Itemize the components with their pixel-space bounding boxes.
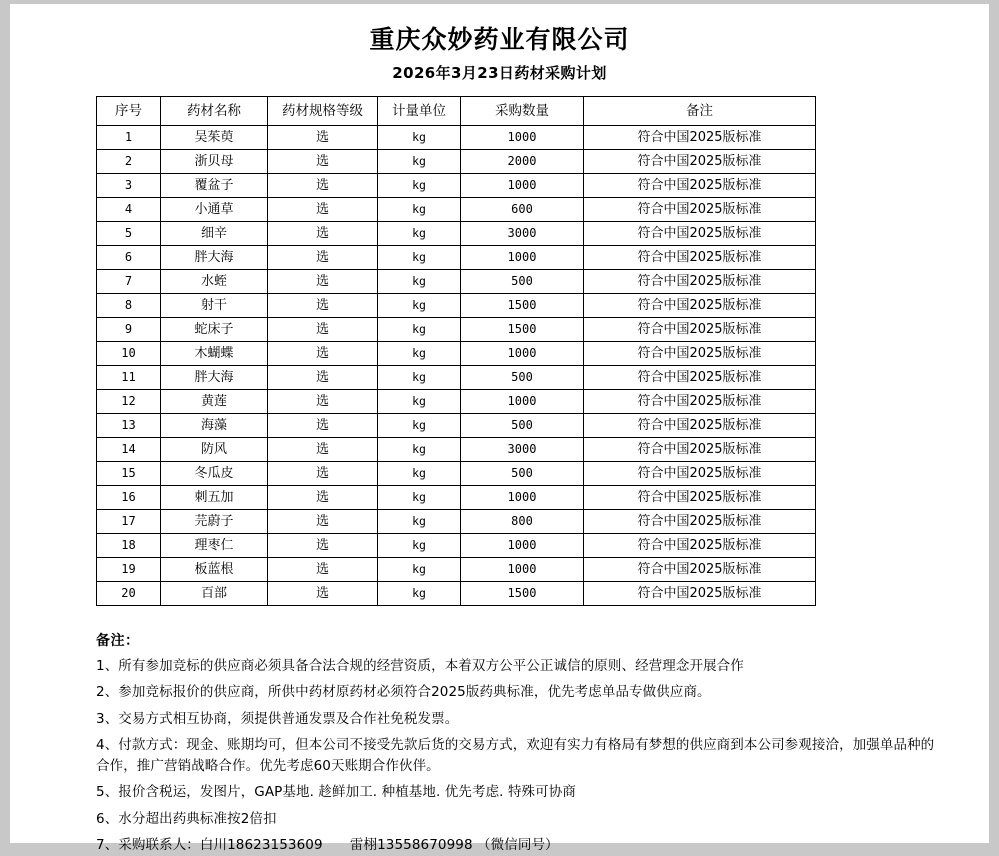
table-cell-unit: kg — [378, 365, 461, 389]
table-cell-index: 7 — [97, 269, 161, 293]
table-row — [97, 197, 816, 221]
table-cell-name: 海藻 — [161, 413, 268, 437]
table-cell-name: 胖大海 — [161, 365, 268, 389]
table-cell-spec: 选 — [268, 173, 378, 197]
table-cell-quantity: 3000 — [461, 221, 584, 245]
table-cell-unit: kg — [378, 197, 461, 221]
table-cell-remark: 符合中国2025版标准 — [584, 437, 816, 461]
table-cell-quantity: 1500 — [461, 581, 584, 605]
table-cell-index: 6 — [97, 245, 161, 269]
table-cell-remark: 符合中国2025版标准 — [584, 317, 816, 341]
table-cell-unit: kg — [378, 149, 461, 173]
table-cell-quantity: 500 — [461, 413, 584, 437]
table-cell-index: 2 — [97, 149, 161, 173]
table-cell-index: 12 — [97, 389, 161, 413]
table-cell-index: 3 — [97, 173, 161, 197]
note-item: 1、所有参加竞标的供应商必须具备合法合规的经营资质，本着双方公平公正诚信的原则、经营理念开展合作 — [96, 657, 744, 674]
procurement-table — [96, 96, 816, 606]
table-cell-quantity: 1500 — [461, 293, 584, 317]
table-cell-remark: 符合中国2025版标准 — [584, 221, 816, 245]
table-cell-remark: 符合中国2025版标准 — [584, 269, 816, 293]
table-cell-unit: kg — [378, 125, 461, 149]
column-header-name: 药材名称 — [161, 96, 268, 125]
table-row — [97, 533, 816, 557]
table-cell-remark: 符合中国2025版标准 — [584, 149, 816, 173]
table-row — [97, 341, 816, 365]
table-cell-remark: 符合中国2025版标准 — [584, 485, 816, 509]
table-cell-remark: 符合中国2025版标准 — [584, 389, 816, 413]
table-cell-unit: kg — [378, 293, 461, 317]
table-cell-unit: kg — [378, 269, 461, 293]
table-cell-name: 黄莲 — [161, 389, 268, 413]
table-row — [97, 317, 816, 341]
table-cell-name: 射干 — [161, 293, 268, 317]
table-cell-index: 15 — [97, 461, 161, 485]
table-cell-unit: kg — [378, 221, 461, 245]
column-header-quantity: 采购数量 — [461, 96, 584, 125]
table-cell-quantity: 2000 — [461, 149, 584, 173]
column-header-spec: 药材规格等级 — [268, 96, 378, 125]
table-cell-name: 防风 — [161, 437, 268, 461]
notes-section — [10, 606, 936, 856]
table-cell-quantity: 1000 — [461, 533, 584, 557]
table-cell-spec: 选 — [268, 197, 378, 221]
note-item: 7、采购联系人：白川18623153609 雷栩13558670998 （微信同号） — [96, 837, 559, 854]
table-cell-quantity: 600 — [461, 197, 584, 221]
table-cell-remark: 符合中国2025版标准 — [584, 413, 816, 437]
table-cell-spec: 选 — [268, 485, 378, 509]
table-cell-unit: kg — [378, 461, 461, 485]
table-cell-remark: 符合中国2025版标准 — [584, 197, 816, 221]
table-cell-quantity: 1000 — [461, 245, 584, 269]
table-cell-name: 覆盆子 — [161, 173, 268, 197]
table-cell-quantity: 1000 — [461, 341, 584, 365]
table-cell-index: 20 — [97, 581, 161, 605]
table-cell-remark: 符合中国2025版标准 — [584, 581, 816, 605]
table-cell-quantity: 3000 — [461, 437, 584, 461]
table-cell-spec: 选 — [268, 581, 378, 605]
table-cell-unit: kg — [378, 389, 461, 413]
table-cell-name: 冬瓜皮 — [161, 461, 268, 485]
notes-list — [96, 656, 936, 856]
table-cell-unit: kg — [378, 341, 461, 365]
document-sheet — [10, 4, 989, 854]
plan-subtitle: 2026年3月23日药材采购计划 — [392, 63, 607, 82]
table-cell-index: 11 — [97, 365, 161, 389]
table-cell-quantity: 1500 — [461, 317, 584, 341]
table-cell-name: 吴茱萸 — [161, 125, 268, 149]
table-cell-spec: 选 — [268, 389, 378, 413]
table-row — [97, 245, 816, 269]
table-cell-name: 浙贝母 — [161, 149, 268, 173]
table-cell-index: 13 — [97, 413, 161, 437]
table-cell-name: 木蝴蝶 — [161, 341, 268, 365]
table-cell-spec: 选 — [268, 413, 378, 437]
table-cell-unit: kg — [378, 173, 461, 197]
table-cell-name: 刺五加 — [161, 485, 268, 509]
table-row — [97, 389, 816, 413]
table-body — [97, 125, 816, 605]
table-cell-quantity: 1000 — [461, 485, 584, 509]
table-cell-quantity: 1000 — [461, 173, 584, 197]
table-row — [97, 149, 816, 173]
column-header-unit: 计量单位 — [378, 96, 461, 125]
table-cell-spec: 选 — [268, 293, 378, 317]
note-item: 4、付款方式：现金、账期均可，但本公司不接受先款后货的交易方式，欢迎有实力有格局有梦想的供应商到本公司参观接洽，加强单品种的合作，推广营销战略合作。优先考虑60天账期合作伙伴。 — [96, 737, 935, 774]
table-cell-spec: 选 — [268, 533, 378, 557]
table-cell-spec: 选 — [268, 149, 378, 173]
table-row — [97, 509, 816, 533]
table-cell-name: 蛇床子 — [161, 317, 268, 341]
table-cell-remark: 符合中国2025版标准 — [584, 245, 816, 269]
table-cell-remark: 符合中国2025版标准 — [584, 173, 816, 197]
table-row — [97, 269, 816, 293]
table-cell-spec: 选 — [268, 269, 378, 293]
table-cell-remark: 符合中国2025版标准 — [584, 557, 816, 581]
table-cell-unit: kg — [378, 245, 461, 269]
table-cell-index: 17 — [97, 509, 161, 533]
table-cell-quantity: 1000 — [461, 125, 584, 149]
table-row — [97, 437, 816, 461]
table-cell-name: 理枣仁 — [161, 533, 268, 557]
table-cell-index: 16 — [97, 485, 161, 509]
table-cell-spec: 选 — [268, 125, 378, 149]
table-row — [97, 557, 816, 581]
table-cell-index: 14 — [97, 437, 161, 461]
table-cell-quantity: 1000 — [461, 557, 584, 581]
table-cell-spec: 选 — [268, 461, 378, 485]
table-cell-spec: 选 — [268, 341, 378, 365]
table-cell-name: 芫蔚子 — [161, 509, 268, 533]
table-cell-index: 1 — [97, 125, 161, 149]
note-item: 5、报价含税运，发图片，GAP基地. 趁鲜加工. 种植基地. 优先考虑. 特殊可协商 — [96, 784, 576, 801]
table-cell-name: 水蛭 — [161, 269, 268, 293]
table-cell-remark: 符合中国2025版标准 — [584, 509, 816, 533]
table-cell-name: 小通草 — [161, 197, 268, 221]
table-row — [97, 221, 816, 245]
table-row — [97, 173, 816, 197]
table-cell-spec: 选 — [268, 221, 378, 245]
table-cell-remark: 符合中国2025版标准 — [584, 461, 816, 485]
table-cell-unit: kg — [378, 581, 461, 605]
table-cell-remark: 符合中国2025版标准 — [584, 293, 816, 317]
table-cell-index: 4 — [97, 197, 161, 221]
table-cell-remark: 符合中国2025版标准 — [584, 341, 816, 365]
table-cell-index: 9 — [97, 317, 161, 341]
table-row — [97, 125, 816, 149]
table-cell-index: 19 — [97, 557, 161, 581]
note-item: 6、水分超出药典标准按2倍扣 — [96, 810, 277, 827]
table-cell-spec: 选 — [268, 437, 378, 461]
table-row — [97, 581, 816, 605]
table-cell-unit: kg — [378, 485, 461, 509]
table-cell-spec: 选 — [268, 509, 378, 533]
table-cell-spec: 选 — [268, 317, 378, 341]
procurement-table-container — [10, 96, 989, 606]
table-cell-index: 5 — [97, 221, 161, 245]
table-cell-quantity: 500 — [461, 365, 584, 389]
table-cell-index: 10 — [97, 341, 161, 365]
table-cell-name: 板蓝根 — [161, 557, 268, 581]
table-cell-unit: kg — [378, 437, 461, 461]
table-row — [97, 461, 816, 485]
table-cell-name: 胖大海 — [161, 245, 268, 269]
note-item: 2、参加竞标报价的供应商，所供中药材原药材必须符合2025版药典标准，优先考虑单品专做供应商。 — [96, 684, 711, 701]
table-cell-quantity: 500 — [461, 461, 584, 485]
table-cell-unit: kg — [378, 317, 461, 341]
table-header-row — [97, 96, 816, 125]
table-cell-spec: 选 — [268, 365, 378, 389]
table-row — [97, 293, 816, 317]
table-cell-spec: 选 — [268, 557, 378, 581]
table-header — [97, 96, 816, 125]
notes-heading: 备注： — [96, 632, 140, 649]
table-row — [97, 413, 816, 437]
table-cell-unit: kg — [378, 413, 461, 437]
table-cell-unit: kg — [378, 533, 461, 557]
table-cell-remark: 符合中国2025版标准 — [584, 125, 816, 149]
table-cell-remark: 符合中国2025版标准 — [584, 365, 816, 389]
table-cell-spec: 选 — [268, 245, 378, 269]
table-cell-name: 细辛 — [161, 221, 268, 245]
table-cell-quantity: 800 — [461, 509, 584, 533]
table-cell-unit: kg — [378, 509, 461, 533]
table-cell-quantity: 1000 — [461, 389, 584, 413]
table-row — [97, 485, 816, 509]
column-header-remark: 备注 — [584, 96, 816, 125]
column-header-index: 序号 — [97, 96, 161, 125]
table-cell-index: 8 — [97, 293, 161, 317]
table-cell-unit: kg — [378, 557, 461, 581]
table-cell-index: 18 — [97, 533, 161, 557]
table-cell-quantity: 500 — [461, 269, 584, 293]
table-cell-name: 百部 — [161, 581, 268, 605]
table-cell-remark: 符合中国2025版标准 — [584, 533, 816, 557]
note-item: 3、交易方式相互协商，须提供普通发票及合作社免税发票。 — [96, 710, 459, 727]
table-row — [97, 365, 816, 389]
company-title: 重庆众妙药业有限公司 — [369, 25, 630, 54]
